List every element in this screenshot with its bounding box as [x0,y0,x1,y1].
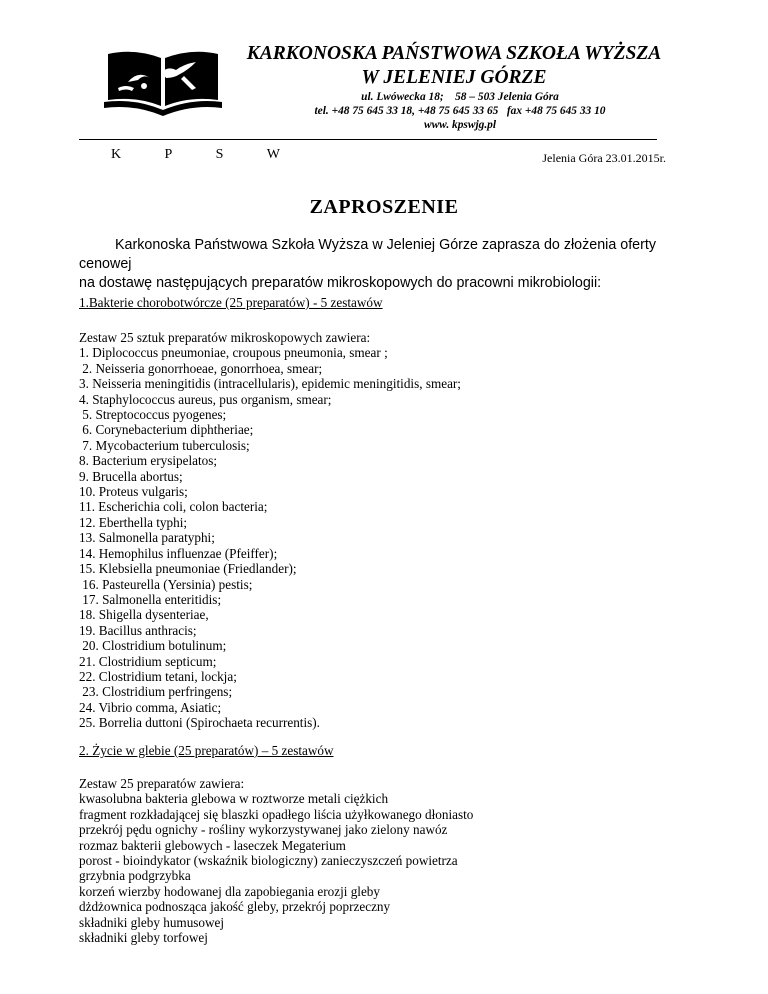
list-item: 8. Bacterium erysipelatos; [79,453,218,469]
list-item: 18. Shigella dysenteriae, [79,607,209,623]
intro-line1: Karkonoska Państwowa Szkoła Wyższa w Jeleniej Górze zaprasza do złożenia oferty cenowej [79,237,657,272]
address: ul. Lwówecka 18; 58 – 503 Jelenia Góra [361,91,559,103]
logo-letters [111,147,281,163]
logo-letter: S [215,147,225,162]
phones: tel. +48 75 645 33 18, +48 75 645 33 65 fax +48 75 645 33 10 [314,105,606,117]
list-item: 2. Neisseria gonorrhoeae, gonorrhoea, smear; [79,360,323,376]
intro-line2: na dostawę następujących preparatów mikroskopowych do pracowni mikrobiologii: [79,275,602,291]
logo-letter: P [164,147,174,162]
list-item: dżdżownica podnosząca jakość gleby, przekrój poprzeczny [79,899,391,915]
contact-info [290,90,630,132]
list-item: 6. Corynebacterium diphtheriae; [79,422,254,438]
list-item: 16. Pasteurella (Yersinia) pestis; [79,576,253,592]
section1-lead: Zestaw 25 sztuk preparatów mikroskopowych zawiera: [79,330,371,345]
list-item: 20. Clostridium botulinum; [79,638,227,654]
list-item: korzeń wierzby hodowanej dla zapobiegania erozji gleby [79,883,380,899]
list-item: porost - bioindykator (wskaźnik biologiczny) zanieczyszczeń powietrza [79,853,458,869]
list-item: składniki gleby humusowej [79,914,225,930]
list-item: 17. Salmonella enteritidis; [79,591,222,607]
school-name [224,42,684,90]
list-item: 22. Clostridium tetani, lockja; [79,668,237,684]
school-name-line2: W JELENIEJ GÓRZE [361,67,547,88]
list-item: 12. Eberthella typhi; [79,514,188,530]
list-item: 3. Neisseria meningitidis (intracellularis), epidemic meningitidis, smear; [79,376,461,392]
list-item: 4. Staphylococcus aureus, pus organism, smear; [79,391,332,407]
document-date: Jelenia Góra 23.01.2015r. [542,151,666,165]
list-item: rozmaz bakterii glebowych - laseczek Megaterium [79,837,346,853]
list-item: grzybnia podgrzybka [79,868,191,884]
section1-heading: 1.Bakterie chorobotwórcze (25 preparatów) - 5 zestawów [79,295,383,310]
section2-list [79,776,699,945]
header-divider [79,139,657,140]
logo-letter: K [111,147,123,162]
list-item: 7. Mycobacterium tuberculosis; [79,437,250,453]
website: www. kpswjg.pl [423,119,497,131]
list-item: 11. Escherichia coli, colon bacteria; [79,499,268,515]
list-item: 13. Salmonella paratyphi; [79,530,215,546]
list-item: 24. Vibrio comma, Asiatic; [79,699,222,715]
school-name-line1: KARKONOSKA PAŃSTWOWA SZKOŁA WYŻSZA [246,43,662,64]
logo-letter: W [266,147,281,162]
list-item: 23. Clostridium perfringens; [79,684,233,700]
list-item: 19. Bacillus anthracis; [79,622,197,638]
section2-lead: Zestaw 25 preparatów zawiera: [79,776,245,791]
section1-list [79,330,699,731]
list-item: fragment rozkładającej się blaszki opadłego liścia użyłkowanego dłoniasto [79,806,474,822]
open-book-logo-icon [104,48,222,118]
list-item: 10. Proteus vulgaris; [79,484,188,500]
list-item: 14. Hemophilus influenzae (Pfeiffer); [79,545,278,561]
list-item: 15. Klebsiella pneumoniae (Friedlander); [79,561,297,577]
list-item: składniki gleby torfowej [79,930,208,946]
document-title: ZAPROSZENIE [309,196,459,218]
intro-paragraph [79,236,699,293]
list-item: 1. Diplococcus pneumoniae, croupous pneumonia, smear ; [79,345,388,361]
list-item: 5. Streptococcus pyogenes; [79,407,227,423]
list-item: 25. Borrelia duttoni (Spirochaeta recurrentis). [79,715,320,731]
list-item: kwasolubna bakteria glebowa w roztworze metali ciężkich [79,791,389,807]
list-item: przekrój pędu ognichy - rośliny wykorzystywanej jako zielony nawóz [79,822,448,838]
section2-heading: 2. Życie w glebie (25 preparatów) – 5 zestawów [79,743,334,758]
list-item: 9. Brucella abortus; [79,468,183,484]
list-item: 21. Clostridium septicum; [79,653,217,669]
